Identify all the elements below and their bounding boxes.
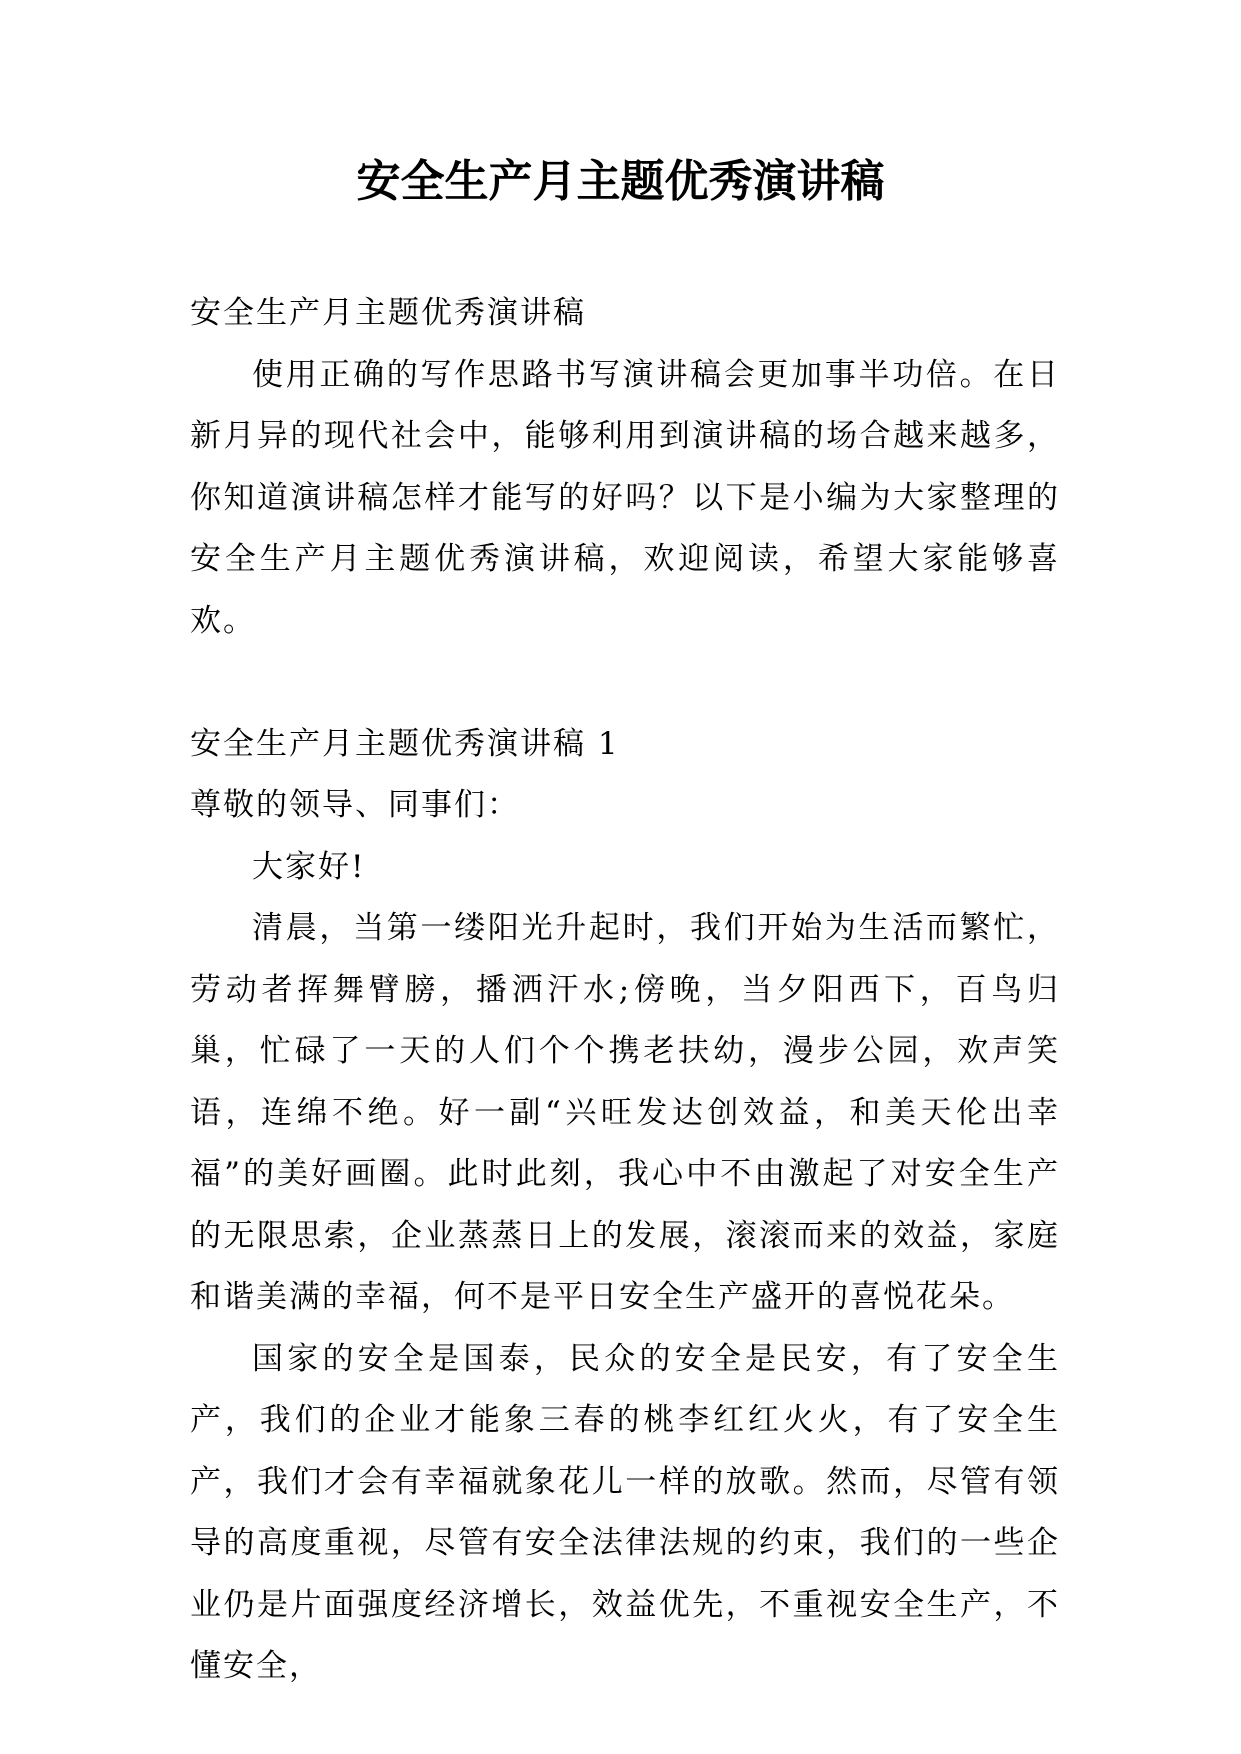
intro-paragraph: 使用正确的写作思路书写演讲稿会更加事半功倍。在日新月异的现代社会中，能够利用到演讲稿的场合越来越多，你知道演讲稿怎样才能写的好吗？以下是小编为大家整理的安全生产月主题优秀演讲稿，欢迎阅读，希望大家能够喜欢。	[190, 356, 1060, 639]
document-title: 安全生产月主题优秀演讲稿	[356, 156, 885, 207]
section-spacer	[190, 652, 1060, 714]
greeting: 大家好!	[252, 848, 366, 885]
body-paragraph-1: 清晨，当第一缕阳光升起时，我们开始为生活而繁忙，劳动者挥舞臂膀，播洒汗水;傍晚，当夕阳西下，百鸟归巢，忙碌了一天的人们个个携老扶幼，漫步公园，欢声笑语，连绵不绝。好一副“兴旺发达创效益，和美天伦出幸福”的美好画圈。此时此刻，我心中不由激起了对安全生产的无限思索，企业蒸蒸日上的发展，滚滚而来的效益，家庭和谐美满的幸福，何不是平日安全生产盛开的喜悦花朵。	[190, 910, 1060, 1315]
document-body	[190, 283, 1060, 1698]
salutation: 尊敬的领导、同事们：	[190, 787, 520, 823]
section-heading: 安全生产月主题优秀演讲稿 1	[190, 725, 620, 762]
body-paragraph-2: 国家的安全是国泰，民众的安全是民安，有了安全生产，我们的企业才能象三春的桃李红红火火，有了安全生产，我们才会有幸福就象花儿一样的放歌。然而，尽管有领导的高度重视，尽管有安全法律法规的约束，我们的一些企业仍是片面强度经济增长，效益优先，不重视安全生产，不懂安全，	[190, 1340, 1060, 1684]
document-subtitle: 安全生产月主题优秀演讲稿	[190, 295, 586, 331]
